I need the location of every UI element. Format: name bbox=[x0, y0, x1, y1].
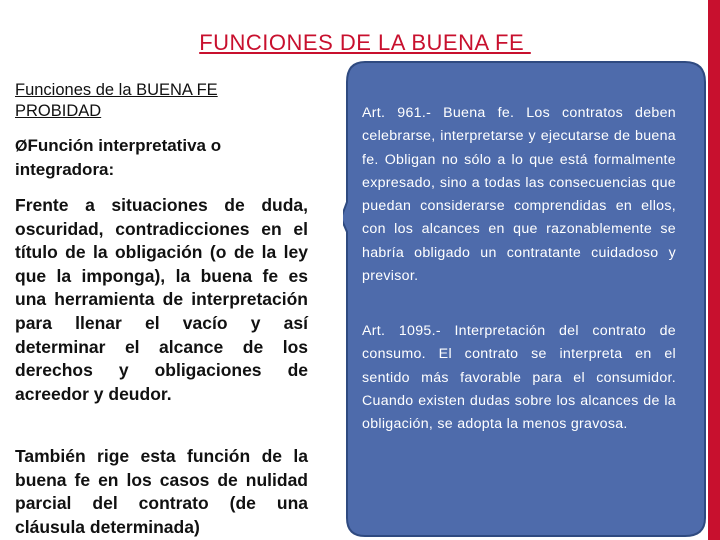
bullet-heading bbox=[15, 134, 315, 181]
accent-bar bbox=[708, 0, 720, 540]
subtitle-line-2: PROBIDAD bbox=[15, 102, 102, 120]
paragraph-partial-nullity: También rige esta función de la buena fe en los casos de nulidad parcial del contrato (de una cláusula determinada) bbox=[15, 446, 308, 537]
bullet-heading-text: Función interpretativa o integradora: bbox=[15, 136, 222, 179]
subtitle-line-1: Funciones de la BUENA FE bbox=[15, 81, 218, 99]
paragraph-interpretation: Frente a situaciones de duda, oscuridad, contradicciones en el título de la obligación (o de la ley que la imponga), la buena fe es una herramienta de interpretación para llenar el vacío y así determinar el alcance de los derechos y obligaciones de acreedor y deudor. bbox=[15, 195, 308, 404]
article-1095-text: Art. 1095.- Interpretación del contrato de consumo. El contrato se interpreta en el sentido más favorable para el consumidor. Cuando existen dudas sobre los alcances de la obligación, se adopta la menos gravosa. bbox=[362, 323, 676, 433]
slide-title: FUNCIONES DE LA BUENA FE bbox=[199, 30, 531, 55]
subtitle bbox=[15, 80, 218, 122]
article-961-text: Art. 961.- Buena fe. Los contratos deben celebrarse, interpretarse y ejecutarse de buena fe. Obligan no sólo a lo que está formalmente expresado, sino a todas las consecuencias que puedan considerarse comprendidas en ellos, con los alcances en que razonablemente se habría obligado un contratante cuidadoso y previsor. bbox=[362, 105, 676, 285]
arrow-bullet-icon: Ø bbox=[15, 138, 28, 155]
